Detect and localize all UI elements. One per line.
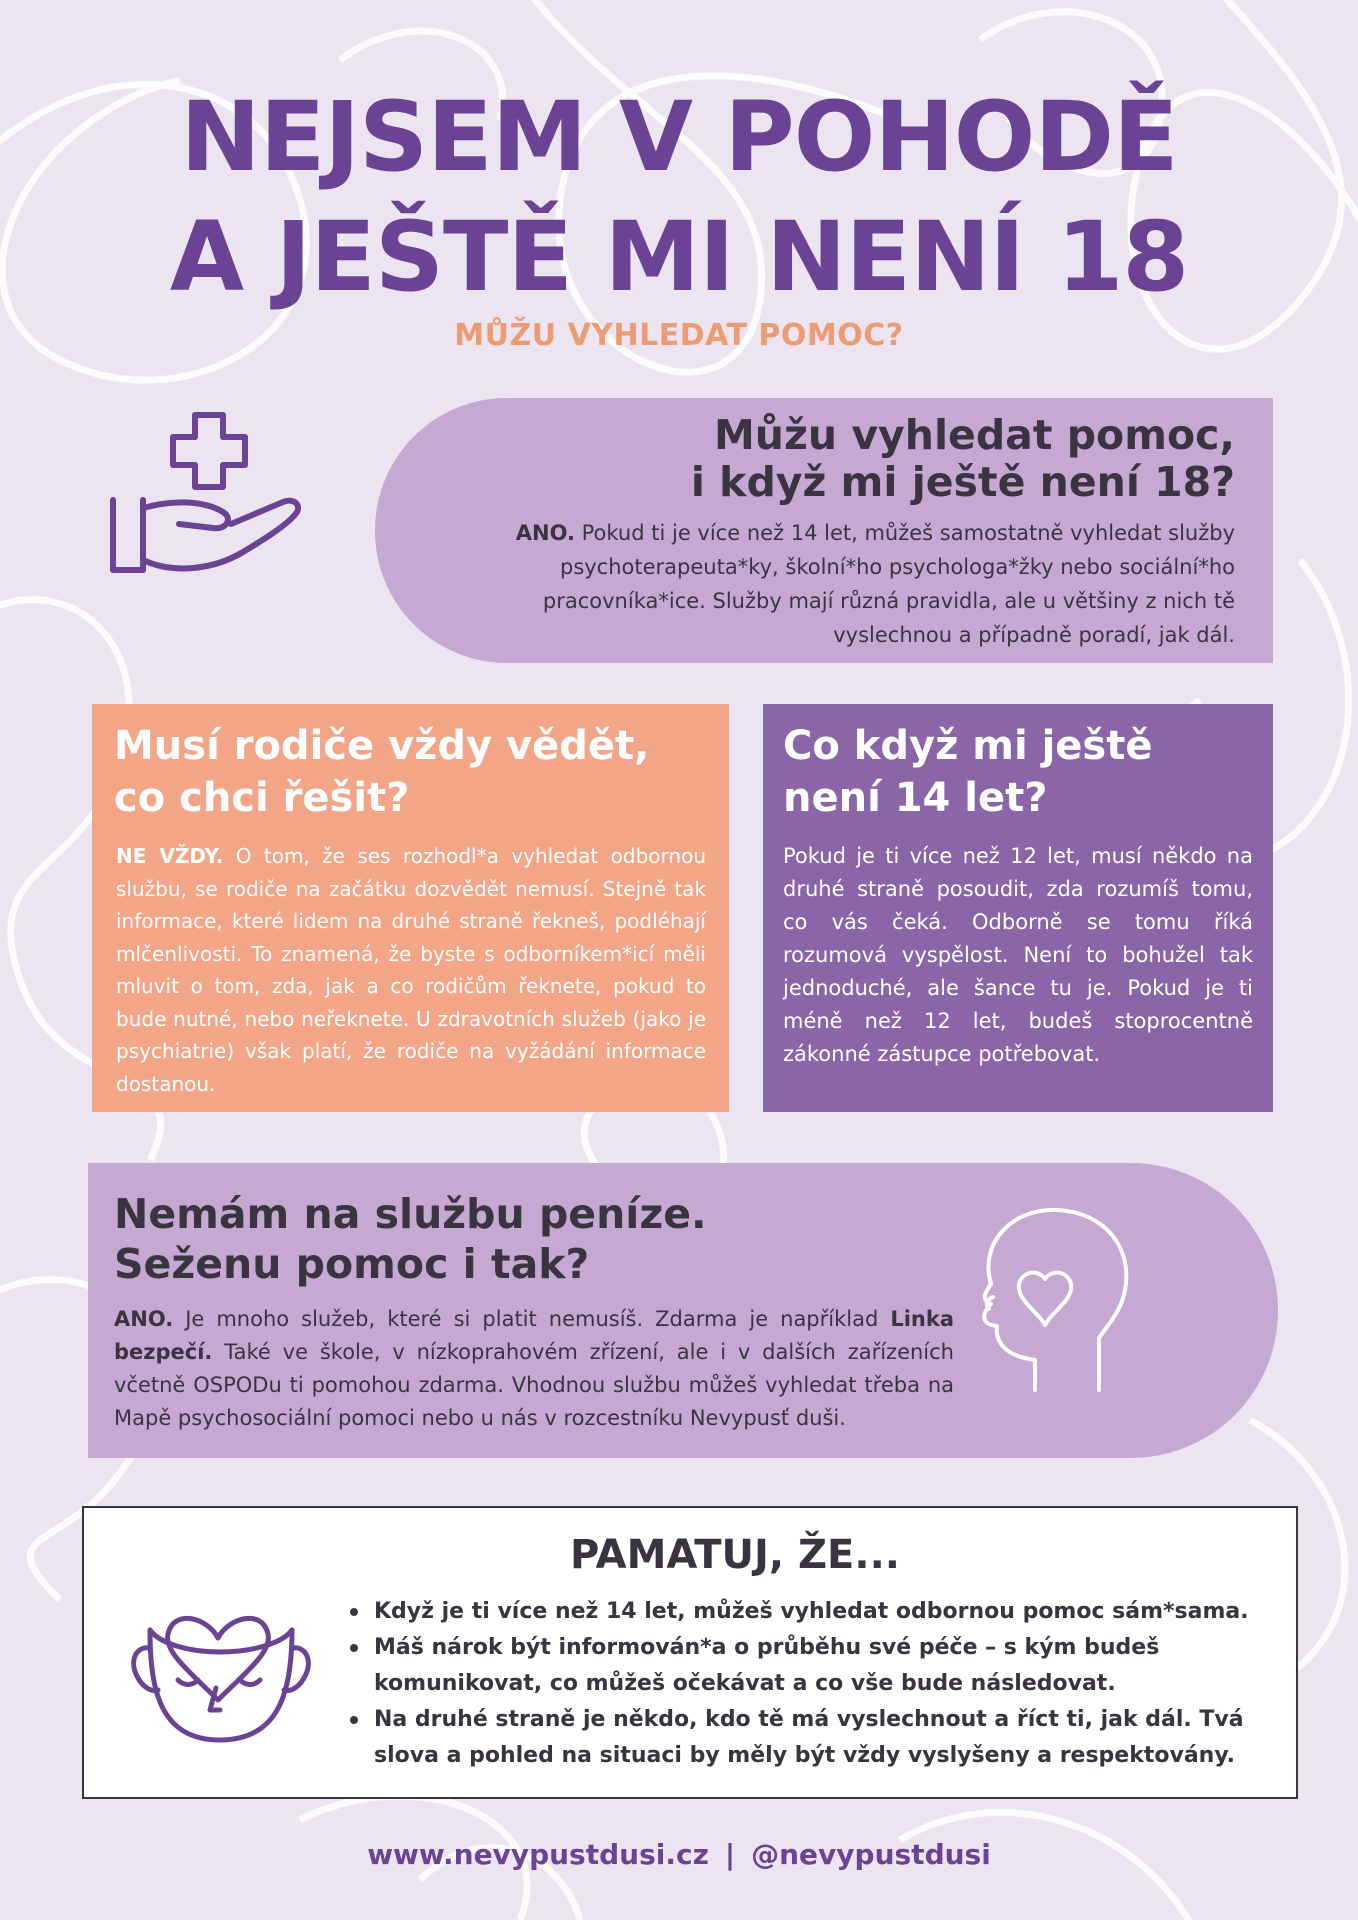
panel-no-money-heading xyxy=(114,1189,707,1289)
panel-parents-lead: NE VŽDY. xyxy=(116,844,224,868)
panel-parents-text: O tom, že ses rozhodl*a vyhledat odbornou službu, se rodiče na začátku dozvědět nemusí. Stejně tak informace, které lidem na druhé straně řekneš, podléhají mlčenlivosti. To znamená, že byste s odborníkem*icí měli mluvit o tom, zda, jak a co rodičům řeknete, pokud to bude nutné, nebo neřeknete. U zdravotních služeb (jako je psychiatrie) však platí, že rodiče na vyžádání informace dostanou. xyxy=(116,844,706,1096)
panel-parents-body xyxy=(116,840,706,1100)
panel-under-14-heading-line-2: není 14 let? xyxy=(783,775,1048,821)
remember-item: Na druhé straně je někdo, kdo tě má vyslechnout a říct ti, jak dál. Tvá slova a pohled na situaci by měly být vždy vyslyšeny a respektovány. xyxy=(350,1702,1260,1774)
panel-parents-heading-line-1: Musí rodiče vždy vědět, xyxy=(114,723,650,769)
panel-help-text: Pokud ti je více než 14 let, můžeš samostatně vyhledat služby psychoterapeuta*ky, školní*ho psychologa*žky nebo sociální*ho pracovníka*ice. Služby mají různá pravidla, ale u většiny z nich tě vyslechnou a případně poradí, jak dál. xyxy=(542,521,1235,647)
remember-item: Máš nárok být informován*a o průběhu své péče – s kým budeš komunikovat, co můžeš očekávat a co vše bude následovat. xyxy=(350,1630,1260,1702)
panel-parents-heading xyxy=(114,720,649,824)
remember-list xyxy=(350,1594,1260,1774)
head-with-heart-icon xyxy=(965,1205,1135,1405)
remember-item: Když je ti více než 14 let, můžeš vyhledat odbornou pomoc sám*sama. xyxy=(350,1594,1260,1630)
footer xyxy=(0,1838,1358,1871)
panel-parents-heading-line-2: co chci řešit? xyxy=(114,775,410,821)
cup-with-heart-face-icon xyxy=(120,1530,320,1770)
panel-help-heading xyxy=(691,412,1235,506)
panel-under-14 xyxy=(763,704,1273,1112)
social-handle-link[interactable]: @nevypustdusi xyxy=(751,1838,991,1871)
panel-help-lead: ANO. xyxy=(515,521,575,545)
panel-parents xyxy=(92,704,729,1112)
panel-help-under-18 xyxy=(375,398,1273,663)
panel-no-money-body xyxy=(114,1303,954,1435)
panel-no-money-heading-line-1: Nemám na službu peníze. xyxy=(114,1190,707,1238)
panel-help-heading-line-1: Můžu vyhledat pomoc, xyxy=(714,411,1235,459)
panel-no-money-text-1: Je mnoho služeb, které si platit nemusíš. Zdarma je například xyxy=(173,1307,891,1331)
remember-heading: PAMATUJ, ŽE... xyxy=(570,1532,900,1578)
page-subtitle: MŮŽU VYHLEDAT POMOC? xyxy=(454,318,904,353)
panel-under-14-body: Pokud je ti více než 12 let, musí někdo na druhé straně posoudit, zda rozumíš tomu, co vás čeká. Odborně se tomu říká rozumová vyspělost. Není to bohužel tak jednoduché, ale šance tu je. Pokud je ti méně než 12 let, budeš stoprocentně zákonné zástupce potřebovat. xyxy=(783,844,1253,1066)
panel-no-money-lead: ANO. xyxy=(114,1307,174,1331)
panel-under-14-heading-line-1: Co když mi ještě xyxy=(783,723,1153,769)
linka-bezpeci-highlight: Linka bezpečí. xyxy=(114,1307,954,1364)
hand-with-cross-icon xyxy=(105,410,305,590)
page-title-line-2: A JEŠTĚ MI NENÍ 18 xyxy=(169,201,1189,313)
panel-no-money-text-2: Také ve škole, v nízkoprahovém zřízení, ale i v dalších zařízeních včetně OSPODu ti pomohou zdarma. Vhodnou službu můžeš vyhledat třeba na Mapě psychosociální pomoci nebo u nás v rozcestníku Nevypusť duši. xyxy=(114,1340,954,1430)
panel-help-heading-line-2: i když mi ještě není 18? xyxy=(690,458,1235,506)
footer-separator: | xyxy=(724,1838,736,1871)
page-title-line-1: NEJSEM V POHODĚ xyxy=(180,81,1178,193)
panel-no-money-heading-line-2: Seženu pomoc i tak? xyxy=(114,1240,590,1288)
panel-help-body xyxy=(495,516,1235,652)
panel-under-14-heading xyxy=(783,720,1153,824)
website-link[interactable]: www.nevypustdusi.cz xyxy=(367,1838,709,1871)
